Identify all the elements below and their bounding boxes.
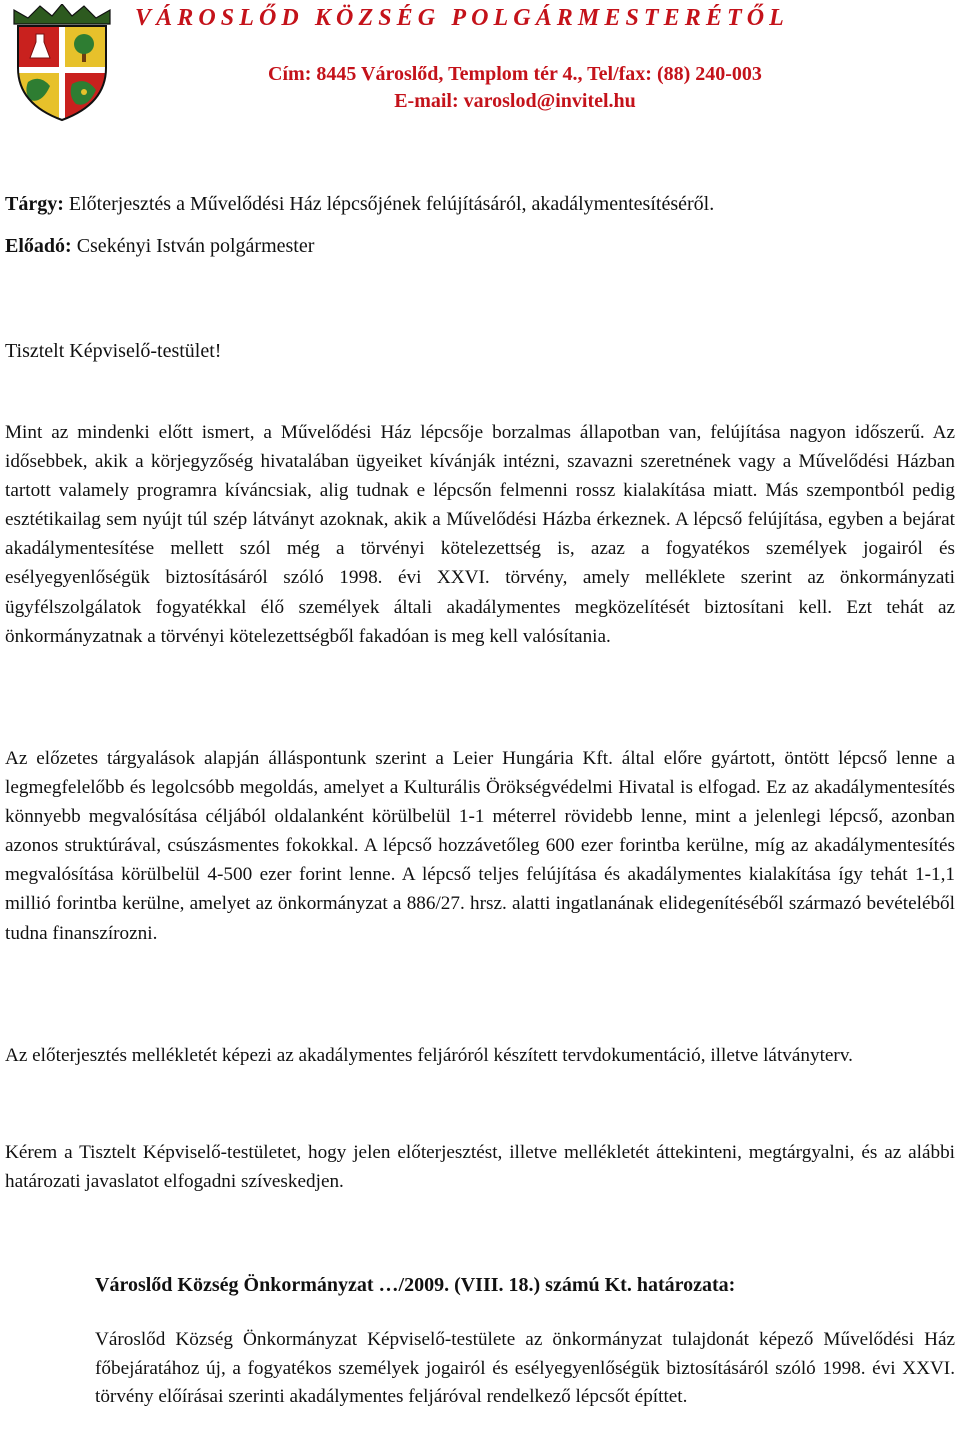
resolution-text: Városlőd Község Önkormányzat Képviselő-testülete az önkormányzat tulajdonát képező Művelődési Ház főbejáratához új, a fogyatékos személyek jogairól és esélyegyenlőségük biztosításáról szóló 1998. évi XXVI. törvény előírásai szerinti akadálymentes feljáróval rendelkező lépcsőt építtet.	[95, 1329, 955, 1407]
subject-value: Előterjesztés a Művelődési Ház lépcsőjének felújításáról, akadálymentesítéséről.	[68, 193, 715, 215]
subject-label: Tárgy:	[5, 193, 64, 215]
body-paragraph-4: Kérem a Tisztelt Képviselő-testületet, hogy jelen előterjesztést, illetve mellékletét áttekinteni, megtárgyalni, és az alábbi határozati javaslatot elfogadni szíveskedjen.	[5, 1142, 955, 1193]
salutation: Tisztelt Képviselő-testület!	[5, 340, 222, 362]
presenter-line	[5, 235, 314, 258]
body-paragraph-3: Az előterjesztés mellékletét képezi az akadálymentes feljáróról készített tervdokumentáció, illetve látványterv.	[5, 1045, 853, 1066]
coat-of-arms-icon	[10, 4, 114, 122]
presenter-value: Csekényi István polgármester	[76, 235, 315, 257]
letterhead-address: Cím: 8445 Városlőd, Templom tér 4., Tel/fax: (88) 240-003	[268, 63, 762, 85]
subject-line	[5, 193, 714, 216]
presenter-label: Előadó:	[5, 235, 72, 257]
letterhead-title: VÁROSLŐD KÖZSÉG POLGÁRMESTERÉTŐL	[135, 5, 789, 31]
body-paragraph-2: Az előzetes tárgyalások alapján álláspontunk szerint a Leier Hungária Kft. által előre gyártott, öntött lépcső lenne a legmegfelelőbb és legolcsóbb megoldás, amelyet a Kulturális Örökségvédelmi Hivatal is elfogad. Ez az akadálymentesítés könnyebb megvalósítása céljából oldalanként körülbelül 1-1 méterrel rövidebb lenne, mint a jelenlegi lépcső, azonban azonos struktúrával, csúszásmentes fokokkal. A lépcső hozzávetőleg 600 ezer forintba kerülne, míg az akadálymentesítés megvalósítása körülbelül 4-500 ezer forint lenne. A lépcső teljes felújítása és akadálymentes kialakítása így tehát 1-1,1 millió forintba kerülne, amelyet az önkormányzat a 886/27. hrsz. alatti ingatlanának elidegenítéséből származó bevételéből tudna finanszírozni.	[5, 748, 955, 944]
letterhead-email: E-mail: varoslod@invitel.hu	[394, 90, 636, 112]
body-paragraph-1: Mint az mindenki előtt ismert, a Művelődési Ház lépcsője borzalmas állapotban van, felújítása nagyon időszerű. Az idősebbek, akik a körjegyzőség hivatalában ügyeiket kívánják intézni, szavazni szeretnének vagy a Művelődési Házban tartott valamely programra kíváncsiak, alig tudnak e lépcsőn felmenni rossz kialakítása miatt. Más szempontból pedig esztétikailag sem nyújt túl szép látványt azoknak, akik a Művelődési Házba érkeznek. A lépcső felújítása, egyben a bejárat akadálymentesítése mellett szól még a törvényi kötelezettség is, azaz a fogyatékos személyek jogairól és esélyegyenlőségük biztosításáról szóló 1998. évi XXVI. törvény, amely melléklete szerint az önkormányzati ügyfélszolgálatok fogyatékkal élő személyek általi akadálymentes megközelítését biztosítani kell. Ezt tehát az önkormányzatnak a törvényi kötelezettségből fakadóan is meg kell valósítania.	[5, 422, 955, 647]
resolution-title: Városlőd Község Önkormányzat …/2009. (VIII. 18.) számú Kt. határozata:	[95, 1274, 736, 1296]
